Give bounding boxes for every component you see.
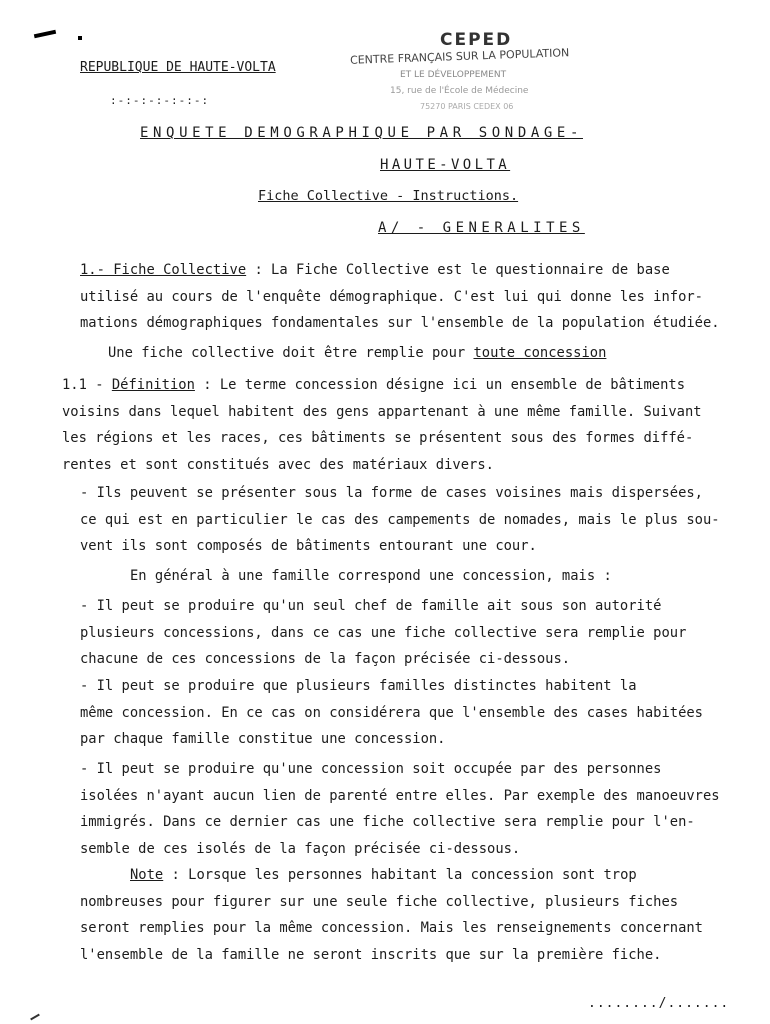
plusieurs-familles-text: - Il peut se produire que plusieurs familles distinctes habitent la même concession. En ce cas on considérera que l'ensemble des cases habitées par chaque famille constitue une concession.: [80, 678, 703, 747]
paragraph-plusieurs-familles: [80, 673, 703, 753]
survey-title: ENQUETE DEMOGRAPHIQUE PAR SONDAGE-: [140, 125, 583, 141]
paragraph-cases-voisines: [80, 480, 720, 560]
continuation-marker: ......../.......: [588, 996, 730, 1011]
fiche-collective-heading: 1.- Fiche Collective: [80, 262, 247, 278]
note-heading: Note: [130, 867, 164, 883]
stamp-line-3: 15, rue de l'École de Médecine: [390, 86, 529, 96]
definition-heading: Définition: [111, 377, 195, 393]
paragraph-fiche-collective: [80, 257, 720, 337]
toute-concession-text: Une fiche collective doit être remplie pour: [108, 345, 474, 361]
header-separator: :-:-:-:-:-:-:: [110, 94, 210, 107]
paragraph-personnes-isolees: [80, 756, 720, 862]
note-text: : Lorsque les personnes habitant la concession sont trop nombreuses pour figurer sur une seule fiche collective, plusieurs fiches seront remplies pour la même concession. Mais les renseignements concernant l'ensemble de la famille ne seront inscrits que sur la première fiche.: [80, 867, 703, 963]
section-title: A/ - GENERALITES: [378, 220, 585, 236]
subtitle: Fiche Collective - Instructions.: [258, 188, 519, 204]
ceped-stamp: [350, 30, 630, 120]
paragraph-note: [80, 862, 703, 968]
scan-dot: [78, 36, 82, 40]
seul-chef-text: - Il peut se produire qu'un seul chef de famille ait sous son autorité plusieurs concessions, dans ce cas une fiche collective sera remplie pour chacune de ces concessions de la façon précisée ci-dessous.: [80, 598, 687, 667]
cases-voisines-text: - Ils peuvent se présenter sous la forme de cases voisines mais dispersées, ce qui est en particulier le cas des campements de nomades, mais le plus sou- vent ils sont composés de bâtiments entourant une cour.: [80, 485, 720, 554]
definition-number: 1.1 -: [62, 377, 112, 393]
definition-text: : Le terme concession désigne ici un ensemble de bâtiments voisins dans lequel habitent des gens appartenant à une même famille. Suivant les régions et les races, ces bâtiments se présentent sous des formes diffé- rentes et sont constitués avec des matériaux divers.: [62, 377, 702, 473]
stamp-title: CEPED: [440, 30, 513, 50]
fiche-collective-text: : La Fiche Collective est le questionnaire de base utilisé au cours de l'enquête démographique. C'est lui qui donne les infor- mations démographiques fondamentales sur l'ensemble de la population étudiée.: [80, 262, 720, 331]
toute-concession-underline: toute concession: [473, 345, 607, 361]
scan-corner-mark: [30, 1014, 40, 1021]
paragraph-definition: [62, 372, 702, 478]
scan-mark: [34, 30, 56, 38]
paragraph-toute-concession: [108, 340, 606, 367]
republic-heading: REPUBLIQUE DE HAUTE-VOLTA: [80, 60, 276, 75]
personnes-isolees-text: - Il peut se produire qu'une concession soit occupée par des personnes isolées n'ayant aucun lien de parenté entre elles. Par exemple des manoeuvres immigrés. Dans ce dernier cas une fiche collective sera remplie pour l'en- semble de ces isolés de la façon précisée ci-dessous.: [80, 761, 720, 857]
paragraph-en-general: [130, 563, 612, 590]
country-title: HAUTE-VOLTA: [380, 157, 511, 173]
stamp-line-4: 75270 PARIS CEDEX 06: [420, 102, 514, 111]
en-general-text: En général à une famille correspond une concession, mais :: [130, 568, 612, 584]
stamp-line-1: CENTRE FRANÇAIS SUR LA POPULATION: [349, 46, 570, 67]
stamp-line-2: ET LE DÉVELOPPEMENT: [400, 70, 507, 80]
paragraph-seul-chef: [80, 593, 686, 673]
